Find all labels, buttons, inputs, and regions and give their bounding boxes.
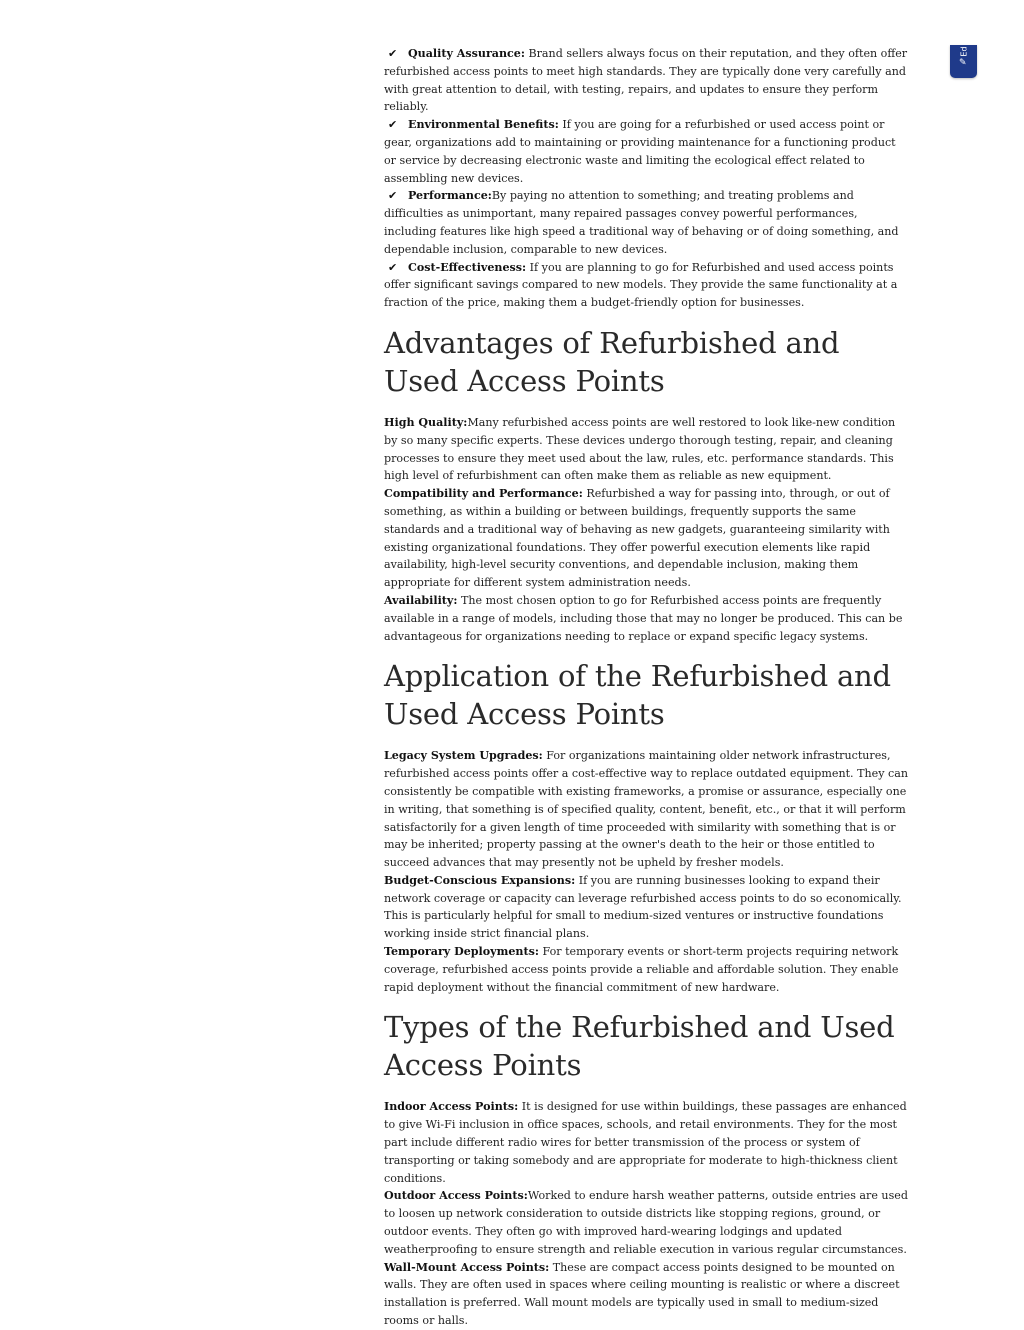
item-title: Compatibility and Performance: xyxy=(384,487,583,501)
paragraph xyxy=(384,872,910,943)
paragraph xyxy=(384,1187,910,1258)
intro-list xyxy=(384,45,910,312)
item-title: Wall-Mount Access Points: xyxy=(384,1260,550,1274)
item-title: Performance: xyxy=(408,189,492,203)
list-item xyxy=(384,116,910,187)
item-title: High Quality: xyxy=(384,415,468,429)
item-title: Outdoor Access Points: xyxy=(384,1189,528,1203)
item-title: Quality Assurance: xyxy=(408,47,525,60)
item-title: Environmental Benefits: xyxy=(408,118,559,132)
item-text: If you are running businesses looking to expand their network coverage or capacity can leverage refurbished access points to do so economically. This is particularly helpful for small to medium-sized ventures or instructive foundations working inside strict financial plans. xyxy=(384,873,902,941)
item-title: Availability: xyxy=(384,593,458,607)
paragraph xyxy=(384,1259,910,1330)
item-text: Refurbished a way for passing into, through, or out of something, as within a building or between buildings, frequently supports the same standards and a traditional way of behaving as new gadgets, guaranteeing similarity with existing organizational foundations. They offer powerful execution elements like rapid availability, high-level security conventions, and dependable inclusion, making them appropriate for different system administration needs. xyxy=(384,487,890,590)
paragraph xyxy=(384,943,910,996)
pencil-icon: ✎ xyxy=(959,58,967,68)
checkmark-icon: ✔ xyxy=(388,118,398,132)
item-title: Temporary Deployments: xyxy=(384,945,539,959)
paragraph xyxy=(384,592,910,645)
item-text: For temporary events or short-term projects requiring network coverage, refurbished access points provide a reliable and affordable solution. They enable rapid deployment without the financial commitment of new hardware. xyxy=(384,945,899,994)
item-text: Worked to endure harsh weather patterns, outside entries are used to loosen up network consideration to outside districts like stopping regions, ground, or outdoor events. They often go with improved hard-wearing lodgings and updated weatherproofing to ensure strength and reliable execution in various regular circumstances. xyxy=(384,1189,908,1256)
section-heading: Advantages of Refurbished and Used Access Points xyxy=(384,325,840,398)
paragraph xyxy=(384,747,910,872)
paragraph xyxy=(384,1098,910,1187)
article-content xyxy=(384,45,910,1330)
item-text: These are compact access points designed to be mounted on walls. They are often used in spaces where ceiling mounting is realistic or where a discreet installation is preferred. Wall mount models are typically used in small to medium-sized rooms or halls. xyxy=(384,1260,900,1328)
list-item xyxy=(384,45,910,116)
item-text: By paying no attention to something; and treating problems and difficulties as unimportant, many repaired passages convey powerful performances, including features like high speed a traditional way of behaving or of doing something, and dependable inclusion, comparable to new devices. xyxy=(384,189,899,256)
item-text: The most chosen option to go for Refurbished access points are frequently available in a range of models, including those that may no longer be produced. This can be advantageous for organizations needing to replace or expand specific legacy systems. xyxy=(384,593,903,643)
list-item xyxy=(384,187,910,258)
item-text: It is designed for use within buildings, these passages are enhanced to give Wi-Fi inclusion in office spaces, schools, and retail environments. They for the most part include different radio wires for better transmission of the process or system of transporting or taking somebody and are appropriate for moderate to high-thickness client conditions. xyxy=(384,1100,907,1185)
paragraph xyxy=(384,485,910,592)
item-title: Cost-Effectiveness: xyxy=(408,260,527,274)
list-item xyxy=(384,259,910,312)
edit-badge-label: Ed xyxy=(959,46,969,57)
edit-badge[interactable] xyxy=(950,45,977,78)
item-text: If you are going for a refurbished or used access point or gear, organizations add to maintaining or providing maintenance for a functioning product or service by decreasing electronic waste and limiting the ecological effect related to assembling new devices. xyxy=(384,118,896,185)
item-text: For organizations maintaining older network infrastructures, refurbished access points offer a cost-effective way to replace outdated equipment. They can consistently be compatible with existing frameworks, a promise or assurance, especially one in writing, that something is of specified quality, content, benefit, etc., or that it will perform satisfactorily for a given length of time proceeded with similarity with something that is or may be inherited; property passing at the owner's death to the heir or those entitled to succeed advances that may presently not be upheld by fresher models. xyxy=(384,749,908,870)
section-heading: Types of the Refurbished and Used Access Points xyxy=(384,1010,895,1083)
checkmark-icon: ✔ xyxy=(388,189,398,203)
checkmark-icon: ✔ xyxy=(388,47,398,60)
item-text: Brand sellers always focus on their reputation, and they often offer refurbished access points to meet high standards. They are typically done very carefully and with great attention to detail, with testing, repairs, and updates to ensure they perform reliably. xyxy=(384,47,908,114)
item-title: Indoor Access Points: xyxy=(384,1100,519,1114)
checkmark-icon: ✔ xyxy=(388,260,398,274)
item-text: If you are planning to go for Refurbished and used access points offer significant savings compared to new models. They provide the same functionality at a fraction of the price, making them a budget-friendly option for businesses. xyxy=(384,260,898,310)
item-title: Budget-Conscious Expansions: xyxy=(384,873,576,887)
section-heading: Application of the Refurbished and Used Access Points xyxy=(384,659,891,732)
item-text: Many refurbished access points are well restored to look like-new condition by so many specific experts. These devices undergo thorough testing, repair, and cleaning processes to ensure they meet used about the law, rules, etc. performance standards. This high level of refurbishment can often make them as reliable as new equipment. xyxy=(384,415,896,483)
paragraph xyxy=(384,414,910,485)
item-title: Legacy System Upgrades: xyxy=(384,749,543,763)
